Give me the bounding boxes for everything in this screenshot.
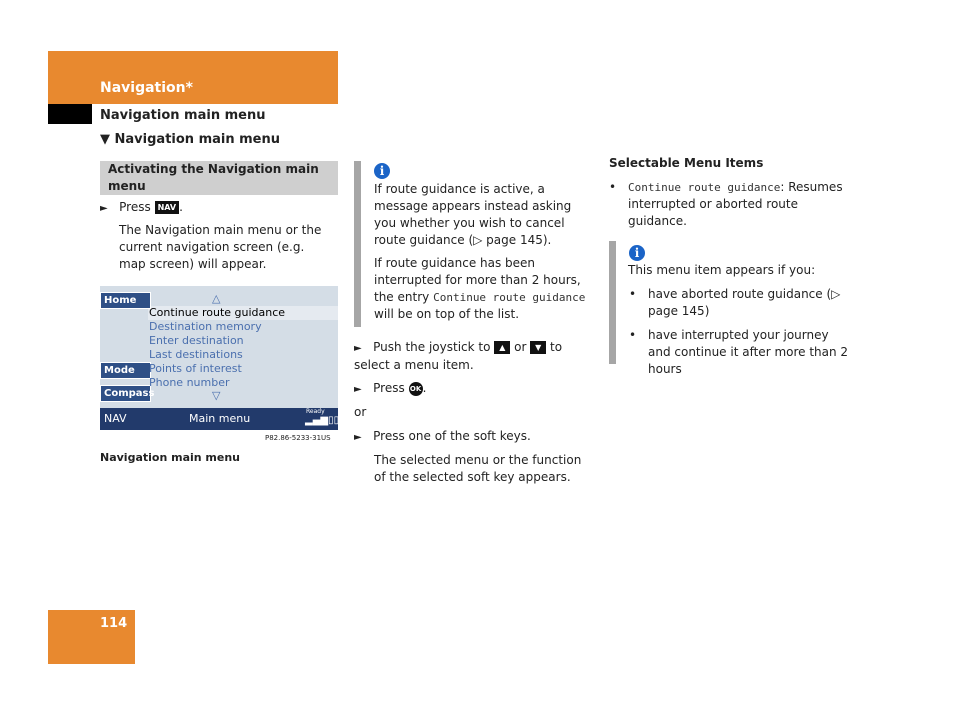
header-bar [48,51,338,104]
or-text: or [354,405,367,419]
bullet-arrow-icon: ► [354,343,362,354]
menu-item: Last destinations [149,348,243,361]
info-icon: i [629,242,645,261]
bullet-arrow-icon: ► [354,432,362,443]
info-bar [609,241,616,364]
step-result: The selected menu or the function of the selected soft key appears. [374,453,582,484]
page-title: Navigation* [100,80,193,96]
softkey-mode: Mode [100,362,151,379]
step-softkeys: ► Press one of the soft keys. [354,429,531,443]
image-code: P82.86-5233-31US [265,434,331,442]
up-key-icon: ▲ [494,341,510,354]
info1-text-2: If route guidance has been interrupted for more than 2 hours, the entry Continue route guidance will be on top of the list. [374,256,586,321]
status-ready: Ready [306,408,325,415]
softkey-home: Home [100,292,151,309]
nav-key-icon: NAV [155,201,180,214]
menu-item: Continue route guidance [149,306,286,319]
signal-icon: ▂▄▆▯▯ [305,415,340,426]
status-nav: NAV [104,412,127,425]
menu-item: Enter destination [149,334,244,347]
status-bar [100,408,338,430]
selectable-item: Continue route guidance: Resumes interrupted or aborted route guidance. [628,180,843,228]
bullet-arrow-icon: ► [354,384,362,395]
figure-caption: Navigation main menu [100,451,241,464]
step-joystick: ► Push the joystick to ▲ or ▼ to select a menu item. [354,340,563,372]
activating-heading-box [100,161,338,195]
bullet-arrow-icon: ► [100,203,108,214]
step-press-nav: ► Press NAV . [100,200,183,214]
down-key-icon: ▼ [530,341,546,354]
bullet-dot-icon: • [629,287,637,301]
ok-key-icon: OK [409,382,423,396]
softkey-compass: Compass [100,385,151,402]
scroll-down-icon: ▽ [212,389,221,402]
activating-heading: Activating the Navigation main menu [108,162,319,193]
bullet-dot-icon: • [609,180,617,194]
nav-screen-image [100,286,338,430]
section-title: ▼ Navigation main menu [100,132,281,147]
info2-bullet-1: have aborted route guidance (▷ page 145) [648,287,841,318]
menu-item: Destination memory [149,320,262,333]
info-icon: i [374,160,390,179]
info2-bullet-2: have interrupted your journey and continue it after more than 2 hours [648,328,849,376]
info1-text: If route guidance is active, a message appears instead asking you whether you wish to cancel route guidance (▷ page 145). [374,182,572,247]
scroll-up-icon: △ [212,292,221,305]
info-bar [354,161,361,327]
section-marker-icon: ▼ [100,132,110,147]
bullet-dot-icon: • [629,328,637,342]
selectable-heading: Selectable Menu Items [609,156,764,170]
menu-item: Phone number [149,376,230,389]
subtitle: Navigation main menu [100,108,266,123]
menu-item: Points of interest [149,362,242,375]
info2-intro: This menu item appears if you: [628,263,816,277]
step-result: The Navigation main menu or the current navigation screen (e.g. map screen) will appear. [119,223,322,271]
step-press-ok: ► Press OK. [354,381,427,395]
chapter-tab [48,104,92,124]
page-number: 114 [100,616,128,631]
status-main-menu: Main menu [189,412,251,425]
